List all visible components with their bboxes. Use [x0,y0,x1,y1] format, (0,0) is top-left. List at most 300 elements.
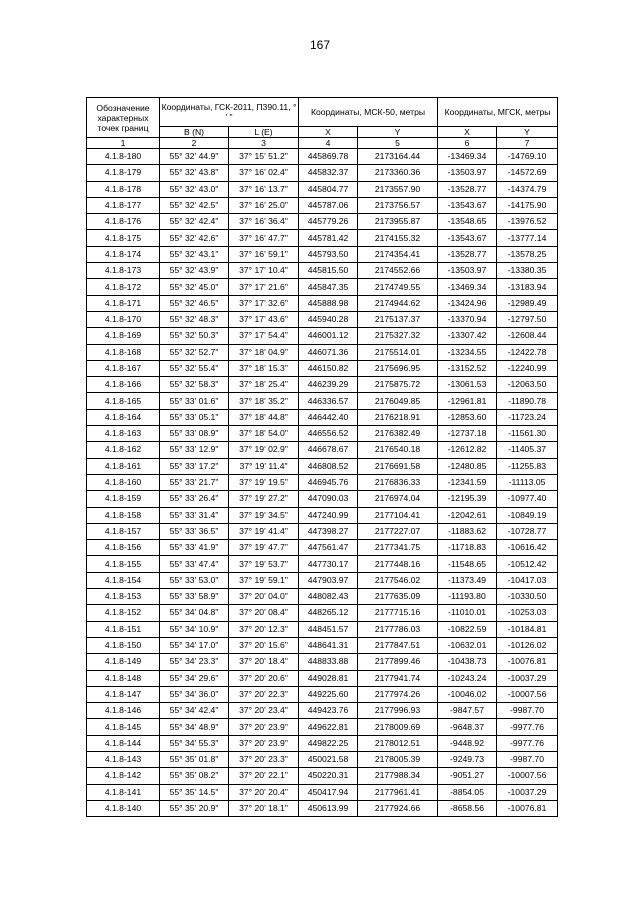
cell-mgsk-y: -10977.40 [497,491,558,507]
cell-latitude: 55° 32' 55.4" [160,360,229,376]
cell-msk-y: 2174552.66 [358,263,438,279]
cell-latitude: 55° 35' 01.8" [160,751,229,767]
cell-msk-x: 446556.52 [299,426,358,442]
table-row [87,621,558,637]
cell-longitude: 37° 18' 04.9" [229,344,299,360]
table-body [87,149,558,817]
cell-msk-y: 2177961.41 [358,784,438,800]
cell-msk-x: 445793.50 [299,246,358,262]
table-row [87,393,558,409]
cell-latitude: 55° 34' 48.9" [160,719,229,735]
cell-longitude: 37° 17' 21.6" [229,279,299,295]
cell-msk-x: 447240.99 [299,507,358,523]
cell-latitude: 55° 33' 21.7" [160,474,229,490]
cell-longitude: 37° 19' 47.7" [229,540,299,556]
cell-latitude: 55° 32' 50.3" [160,328,229,344]
cell-latitude: 55° 33' 17.2" [160,458,229,474]
cell-msk-x: 445787.06 [299,197,358,213]
cell-mgsk-y: -12422.78 [497,344,558,360]
column-number: 2 [160,138,229,149]
cell-msk-x: 446001.12 [299,328,358,344]
table-row [87,703,558,719]
cell-latitude: 55° 34' 04.8" [160,605,229,621]
table-row [87,149,558,165]
table-row [87,474,558,490]
cell-msk-y: 2177941.74 [358,670,438,686]
cell-longitude: 37° 20' 20.4" [229,784,299,800]
cell-mgsk-x: -13152.52 [438,360,497,376]
table-row [87,279,558,295]
cell-point-id: 4.1.8-141 [87,784,160,800]
cell-msk-y: 2176836.33 [358,474,438,490]
table-row [87,686,558,702]
cell-point-id: 4.1.8-174 [87,246,160,262]
cell-point-id: 4.1.8-140 [87,800,160,816]
cell-mgsk-x: -13543.67 [438,230,497,246]
cell-latitude: 55° 34' 23.3" [160,654,229,670]
cell-msk-y: 2173557.90 [358,181,438,197]
table-row [87,784,558,800]
cell-mgsk-x: -12612.82 [438,442,497,458]
subheader-mgsk-x: X [438,127,497,138]
cell-latitude: 55° 32' 44.9" [160,149,229,165]
column-number: 6 [438,138,497,149]
table-row [87,719,558,735]
cell-msk-y: 2175137.37 [358,311,438,327]
cell-mgsk-x: -13234.55 [438,344,497,360]
cell-latitude: 55° 34' 36.0" [160,686,229,702]
cell-msk-x: 449622.81 [299,719,358,735]
cell-mgsk-x: -8658.56 [438,800,497,816]
column-number: 4 [299,138,358,149]
cell-mgsk-x: -13543.67 [438,197,497,213]
cell-mgsk-y: -12063.50 [497,377,558,393]
cell-msk-x: 448451.57 [299,621,358,637]
cell-mgsk-x: -13503.97 [438,165,497,181]
cell-msk-x: 448082.43 [299,589,358,605]
cell-mgsk-y: -13976.52 [497,214,558,230]
cell-latitude: 55° 32' 42.5" [160,197,229,213]
cell-longitude: 37° 16' 59.1" [229,246,299,262]
cell-latitude: 55° 33' 47.4" [160,556,229,572]
cell-msk-y: 2174944.62 [358,295,438,311]
cell-msk-x: 447398.27 [299,523,358,539]
cell-longitude: 37° 15' 51.2" [229,149,299,165]
cell-msk-x: 446071.36 [299,344,358,360]
cell-point-id: 4.1.8-167 [87,360,160,376]
table-row [87,556,558,572]
cell-mgsk-x: -11548.65 [438,556,497,572]
cell-mgsk-y: -12989.49 [497,295,558,311]
cell-msk-x: 445940.28 [299,311,358,327]
cell-mgsk-y: -10076.81 [497,800,558,816]
cell-longitude: 37° 20' 20.6" [229,670,299,686]
cell-latitude: 55° 32' 43.1" [160,246,229,262]
cell-point-id: 4.1.8-175 [87,230,160,246]
cell-mgsk-x: -11718.83 [438,540,497,556]
cell-longitude: 37° 18' 25.4" [229,377,299,393]
cell-msk-x: 448833.88 [299,654,358,670]
cell-latitude: 55° 34' 42.4" [160,703,229,719]
cell-mgsk-x: -11010.01 [438,605,497,621]
cell-msk-y: 2176540.18 [358,442,438,458]
cell-longitude: 37° 16' 47.7" [229,230,299,246]
table-row [87,654,558,670]
cell-msk-y: 2175696.95 [358,360,438,376]
cell-latitude: 55° 32' 58.3" [160,377,229,393]
cell-point-id: 4.1.8-173 [87,263,160,279]
cell-point-id: 4.1.8-150 [87,637,160,653]
cell-mgsk-y: -10616.42 [497,540,558,556]
cell-mgsk-x: -10822.59 [438,621,497,637]
cell-mgsk-y: -12240.99 [497,360,558,376]
cell-point-id: 4.1.8-166 [87,377,160,393]
cell-msk-x: 450220.31 [299,768,358,784]
cell-msk-x: 449822.25 [299,735,358,751]
cell-latitude: 55° 32' 43.0" [160,181,229,197]
cell-mgsk-x: -12195.39 [438,491,497,507]
cell-longitude: 37° 18' 15.3" [229,360,299,376]
cell-mgsk-y: -9987.70 [497,751,558,767]
cell-longitude: 37° 18' 35.2" [229,393,299,409]
cell-msk-y: 2177899.46 [358,654,438,670]
table-row [87,507,558,523]
cell-msk-x: 446945.76 [299,474,358,490]
table-row [87,735,558,751]
cell-mgsk-y: -10330.50 [497,589,558,605]
cell-longitude: 37° 20' 04.0" [229,589,299,605]
cell-latitude: 55° 33' 41.9" [160,540,229,556]
cell-mgsk-y: -11405.37 [497,442,558,458]
cell-mgsk-y: -10076.81 [497,654,558,670]
cell-latitude: 55° 32' 42.6" [160,230,229,246]
cell-longitude: 37° 19' 53.7" [229,556,299,572]
cell-msk-x: 449225.60 [299,686,358,702]
table-row [87,246,558,262]
cell-msk-x: 448641.31 [299,637,358,653]
cell-msk-y: 2174155.32 [358,230,438,246]
cell-longitude: 37° 19' 02.9" [229,442,299,458]
cell-mgsk-x: -13424.96 [438,295,497,311]
cell-mgsk-x: -9051.27 [438,768,497,784]
cell-mgsk-x: -13061.53 [438,377,497,393]
cell-longitude: 37° 20' 12.3" [229,621,299,637]
cell-msk-y: 2176049.85 [358,393,438,409]
table-row [87,540,558,556]
cell-longitude: 37° 20' 22.1" [229,768,299,784]
table-row [87,214,558,230]
cell-mgsk-x: -12042.61 [438,507,497,523]
cell-point-id: 4.1.8-176 [87,214,160,230]
page-number: 167 [309,38,331,52]
cell-mgsk-x: -12961.81 [438,393,497,409]
cell-longitude: 37° 19' 59.1" [229,572,299,588]
table-row [87,670,558,686]
cell-msk-y: 2177227.07 [358,523,438,539]
cell-latitude: 55° 33' 58.9" [160,589,229,605]
cell-mgsk-x: -13370.94 [438,311,497,327]
cell-longitude: 37° 20' 15.6" [229,637,299,653]
column-number: 5 [358,138,438,149]
cell-msk-x: 445847.35 [299,279,358,295]
header-msk-coordinates: Координаты, МСК-50, метры [299,98,438,127]
cell-mgsk-y: -10007.56 [497,686,558,702]
cell-msk-x: 450613.99 [299,800,358,816]
cell-longitude: 37° 18' 44.8" [229,409,299,425]
column-number: 7 [497,138,558,149]
table-row [87,637,558,653]
cell-msk-y: 2177996.93 [358,703,438,719]
cell-msk-x: 446678.67 [299,442,358,458]
cell-mgsk-x: -11193.80 [438,589,497,605]
cell-msk-x: 447090.03 [299,491,358,507]
cell-latitude: 55° 33' 26.4" [160,491,229,507]
cell-msk-x: 448265.12 [299,605,358,621]
cell-mgsk-x: -11373.49 [438,572,497,588]
cell-point-id: 4.1.8-146 [87,703,160,719]
cell-latitude: 55° 35' 14.5" [160,784,229,800]
cell-mgsk-y: -10253.03 [497,605,558,621]
cell-mgsk-y: -10849.19 [497,507,558,523]
cell-mgsk-y: -13380.35 [497,263,558,279]
table-row [87,181,558,197]
cell-longitude: 37° 17' 43.6" [229,311,299,327]
cell-latitude: 55° 32' 43.9" [160,263,229,279]
cell-mgsk-y: -14572.69 [497,165,558,181]
cell-point-id: 4.1.8-162 [87,442,160,458]
cell-msk-x: 447903.97 [299,572,358,588]
cell-latitude: 55° 32' 45.0" [160,279,229,295]
cell-msk-x: 450021.58 [299,751,358,767]
cell-point-id: 4.1.8-156 [87,540,160,556]
cell-msk-y: 2177715.16 [358,605,438,621]
cell-msk-x: 446336.57 [299,393,358,409]
cell-mgsk-x: -13548.65 [438,214,497,230]
cell-point-id: 4.1.8-168 [87,344,160,360]
cell-msk-y: 2177448.16 [358,556,438,572]
cell-msk-x: 450417.94 [299,784,358,800]
table-row [87,311,558,327]
cell-point-id: 4.1.8-155 [87,556,160,572]
subheader-mgsk-y: Y [497,127,558,138]
cell-longitude: 37° 20' 23.9" [229,719,299,735]
cell-msk-y: 2175875.72 [358,377,438,393]
cell-msk-y: 2177786.03 [358,621,438,637]
cell-msk-y: 2174749.55 [358,279,438,295]
cell-msk-y: 2177974.26 [358,686,438,702]
cell-mgsk-x: -12480.85 [438,458,497,474]
cell-longitude: 37° 19' 34.5" [229,507,299,523]
cell-point-id: 4.1.8-158 [87,507,160,523]
cell-mgsk-y: -13578.25 [497,246,558,262]
cell-msk-y: 2177104.41 [358,507,438,523]
table-row [87,295,558,311]
cell-point-id: 4.1.8-169 [87,328,160,344]
cell-mgsk-y: -9977.76 [497,735,558,751]
cell-point-id: 4.1.8-172 [87,279,160,295]
cell-mgsk-y: -11890.78 [497,393,558,409]
cell-longitude: 37° 19' 41.4" [229,523,299,539]
cell-latitude: 55° 33' 01.6" [160,393,229,409]
cell-msk-x: 445779.26 [299,214,358,230]
cell-point-id: 4.1.8-177 [87,197,160,213]
cell-mgsk-y: -14769.10 [497,149,558,165]
cell-mgsk-x: -12737.18 [438,426,497,442]
cell-mgsk-y: -10007.56 [497,768,558,784]
cell-mgsk-y: -13777.14 [497,230,558,246]
cell-mgsk-x: -12341.59 [438,474,497,490]
cell-latitude: 55° 33' 53.0" [160,572,229,588]
cell-point-id: 4.1.8-171 [87,295,160,311]
cell-point-id: 4.1.8-159 [87,491,160,507]
cell-latitude: 55° 33' 12.9" [160,442,229,458]
cell-msk-x: 447730.17 [299,556,358,572]
cell-mgsk-x: -13469.34 [438,149,497,165]
cell-point-id: 4.1.8-149 [87,654,160,670]
table-row [87,230,558,246]
table-row [87,426,558,442]
cell-longitude: 37° 17' 54.4" [229,328,299,344]
cell-msk-x: 446808.52 [299,458,358,474]
cell-mgsk-y: -10037.29 [497,784,558,800]
cell-mgsk-y: -10417.03 [497,572,558,588]
cell-longitude: 37° 20' 18.4" [229,654,299,670]
cell-point-id: 4.1.8-151 [87,621,160,637]
cell-mgsk-y: -10728.77 [497,523,558,539]
coordinates-table [86,97,558,817]
cell-msk-y: 2176218.91 [358,409,438,425]
cell-latitude: 55° 32' 42.4" [160,214,229,230]
cell-longitude: 37° 20' 08.4" [229,605,299,621]
cell-longitude: 37° 17' 10.4" [229,263,299,279]
cell-longitude: 37° 16' 02.4" [229,165,299,181]
header-gsk-coordinates: Координаты, ГСК-2011, П390.11, ° ' " [160,98,299,127]
cell-mgsk-y: -12608.44 [497,328,558,344]
cell-latitude: 55° 33' 31.4" [160,507,229,523]
cell-msk-y: 2173756.57 [358,197,438,213]
cell-msk-y: 2178005.39 [358,751,438,767]
cell-longitude: 37° 20' 22.3" [229,686,299,702]
cell-mgsk-y: -12797.50 [497,311,558,327]
cell-msk-y: 2177988.34 [358,768,438,784]
cell-latitude: 55° 34' 55.3" [160,735,229,751]
cell-latitude: 55° 32' 43.8" [160,165,229,181]
cell-mgsk-x: -10438.73 [438,654,497,670]
subheader-msk-y: Y [358,127,438,138]
cell-point-id: 4.1.8-142 [87,768,160,784]
table-row [87,197,558,213]
column-number: 1 [87,138,160,149]
cell-msk-x: 446442.40 [299,409,358,425]
cell-mgsk-x: -9648.37 [438,719,497,735]
cell-point-id: 4.1.8-147 [87,686,160,702]
column-number: 3 [229,138,299,149]
cell-point-id: 4.1.8-161 [87,458,160,474]
table-row [87,458,558,474]
cell-latitude: 55° 35' 20.9" [160,800,229,816]
cell-msk-y: 2173955.87 [358,214,438,230]
cell-point-id: 4.1.8-170 [87,311,160,327]
cell-mgsk-y: -14175.90 [497,197,558,213]
cell-longitude: 37° 19' 11.4" [229,458,299,474]
cell-point-id: 4.1.8-143 [87,751,160,767]
cell-point-id: 4.1.8-164 [87,409,160,425]
table-row [87,572,558,588]
cell-mgsk-y: -11561.30 [497,426,558,442]
cell-point-id: 4.1.8-163 [87,426,160,442]
cell-mgsk-x: -13307.42 [438,328,497,344]
cell-mgsk-x: -11883.62 [438,523,497,539]
table-row [87,360,558,376]
cell-point-id: 4.1.8-154 [87,572,160,588]
cell-mgsk-x: -8854.05 [438,784,497,800]
subheader-msk-x: X [299,127,358,138]
cell-msk-y: 2175514.01 [358,344,438,360]
cell-mgsk-y: -13183.94 [497,279,558,295]
cell-msk-y: 2176691.58 [358,458,438,474]
cell-msk-x: 446150.82 [299,360,358,376]
cell-mgsk-y: -11113.05 [497,474,558,490]
cell-msk-y: 2177924.66 [358,800,438,816]
cell-mgsk-y: -10184.81 [497,621,558,637]
cell-mgsk-x: -12853.60 [438,409,497,425]
table-row [87,328,558,344]
cell-mgsk-x: -10632.01 [438,637,497,653]
cell-msk-x: 449423.76 [299,703,358,719]
cell-point-id: 4.1.8-160 [87,474,160,490]
table-row [87,263,558,279]
cell-longitude: 37° 17' 32.6" [229,295,299,311]
cell-mgsk-x: -10243.24 [438,670,497,686]
cell-longitude: 37° 19' 19.5" [229,474,299,490]
cell-mgsk-y: -10126.02 [497,637,558,653]
cell-mgsk-x: -9847.57 [438,703,497,719]
cell-mgsk-y: -14374.79 [497,181,558,197]
cell-longitude: 37° 16' 25.0" [229,197,299,213]
cell-mgsk-y: -10037.29 [497,670,558,686]
table-row [87,377,558,393]
table-row [87,165,558,181]
cell-longitude: 37° 20' 23.9" [229,735,299,751]
table-row [87,442,558,458]
cell-msk-x: 446239.29 [299,377,358,393]
cell-msk-y: 2174354.41 [358,246,438,262]
cell-point-id: 4.1.8-157 [87,523,160,539]
cell-msk-y: 2178009.69 [358,719,438,735]
table-row [87,409,558,425]
table-row [87,589,558,605]
cell-mgsk-x: -9448.92 [438,735,497,751]
cell-mgsk-y: -10512.42 [497,556,558,572]
cell-latitude: 55° 35' 08.2" [160,768,229,784]
header-point-designation: Обозначение характерных точек границ [87,98,160,138]
table-row [87,491,558,507]
cell-msk-y: 2177635.09 [358,589,438,605]
cell-latitude: 55° 33' 36.5" [160,523,229,539]
cell-msk-y: 2178012.51 [358,735,438,751]
header-mgsk-coordinates: Координаты, МГСК, метры [438,98,558,127]
cell-msk-y: 2173360.36 [358,165,438,181]
cell-point-id: 4.1.8-148 [87,670,160,686]
cell-msk-y: 2176382.49 [358,426,438,442]
table-row [87,751,558,767]
cell-point-id: 4.1.8-145 [87,719,160,735]
cell-latitude: 55° 34' 17.0" [160,637,229,653]
cell-msk-x: 445888.98 [299,295,358,311]
cell-mgsk-y: -11255.83 [497,458,558,474]
cell-longitude: 37° 20' 23.4" [229,703,299,719]
subheader-b: B (N) [160,127,229,138]
